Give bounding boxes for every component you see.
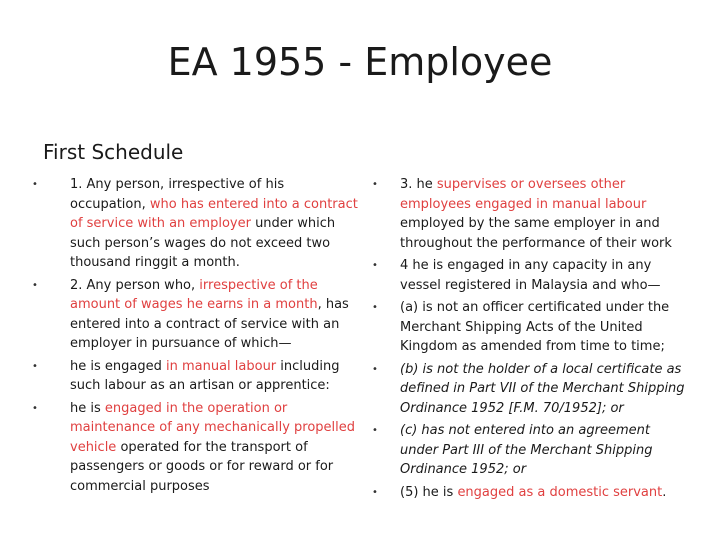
list-item (360, 256, 690, 295)
right-column (360, 175, 690, 505)
bullet-icon: • (372, 302, 378, 313)
bullet-icon: • (32, 402, 38, 414)
list-item (360, 298, 690, 357)
item-text: under which such person’s wages do not exceed two thousand ringgit a month. (70, 216, 336, 270)
slide-title: EA 1955 - Employee (167, 40, 553, 84)
item-text: operated for the transport of passengers or goods or for reward or for commercial purposes (70, 439, 334, 494)
item-text: 3. he (400, 177, 437, 192)
bullet-icon: • (32, 360, 38, 372)
section-subtitle: First Schedule (43, 140, 184, 164)
highlighted-text: in manual labour (165, 358, 277, 374)
bullet-icon: • (372, 179, 378, 190)
item-text: including such labour as an artisan or apprentice: (70, 358, 340, 393)
highlighted-text: supervises or oversees other employees engaged in manual labour (400, 177, 647, 212)
item-text: (c) has not entered into an agreement under Part III of the Merchant Shipping Ordinance 1952; or (400, 423, 653, 477)
bullet-icon: • (372, 425, 378, 436)
item-text: 2. Any person who, (70, 277, 200, 293)
list-item (30, 175, 360, 273)
list-item (360, 175, 690, 253)
item-text: (b) is not the holder of a local certificate as defined in Part VII of the Merchant Shipping Ordinance 1952 [F.M. 70/1952]; or (400, 361, 685, 416)
bullet-icon: • (372, 486, 378, 498)
highlighted-text: engaged in the operation or maintenance of any mechanically propelled vehicle (70, 400, 356, 455)
item-text: . (662, 484, 667, 500)
list-item (360, 360, 690, 419)
bullet-icon: • (372, 260, 378, 271)
list-item (30, 399, 360, 497)
item-text: 4 he is engaged in any capacity in any vessel registered in Malaysia and who— (400, 258, 661, 293)
item-text: 1. Any person, irrespective of his occupation, (70, 177, 285, 212)
list-item (30, 357, 360, 396)
highlighted-text: irrespective of the amount of wages he earns in a month (70, 277, 318, 312)
item-text: (5) he is (400, 484, 458, 500)
list-item (30, 276, 360, 354)
list-item (360, 483, 690, 503)
list-item (360, 421, 690, 480)
item-text: (a) is not an officer certificated under the Merchant Shipping Acts of the United Kingdom as amended from time to time; (400, 300, 670, 354)
item-text: he is (70, 400, 105, 416)
item-text: he is engaged (70, 358, 166, 374)
bullet-icon: • (32, 279, 38, 291)
left-column (30, 175, 360, 499)
highlighted-text: engaged as a domestic servant (457, 484, 663, 500)
item-text: , has entered into a contract of service with an employer in pursuance of which— (70, 297, 349, 351)
highlighted-text: who has entered into a contract of service with an employer (70, 196, 358, 231)
bullet-icon: • (372, 363, 378, 375)
bullet-icon: • (32, 179, 38, 190)
item-text: employed by the same employer in and throughout the performance of their work (400, 216, 672, 251)
